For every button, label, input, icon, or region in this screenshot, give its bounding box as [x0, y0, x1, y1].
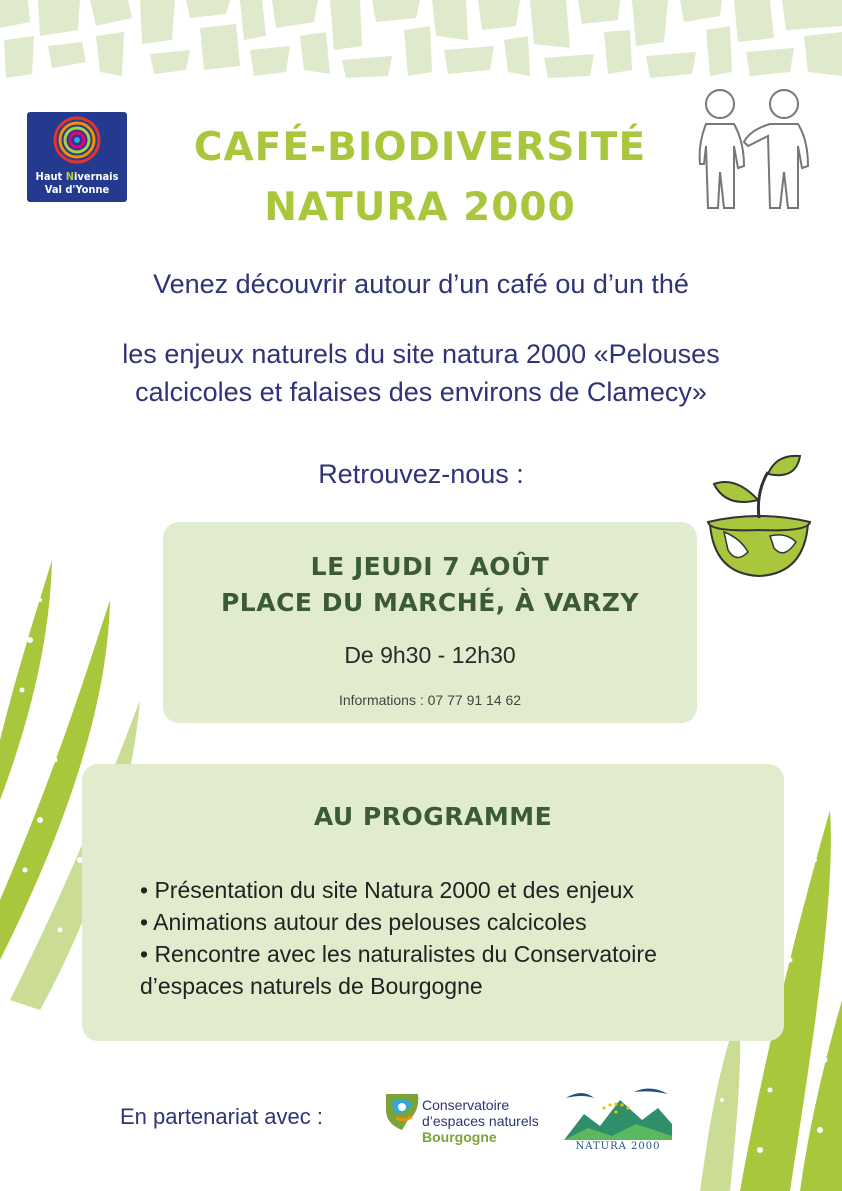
program-item-continuation: d’espaces naturels de Bourgogne — [140, 973, 483, 999]
event-time: De 9h30 - 12h30 — [344, 642, 516, 668]
earth-sprout-icon — [704, 452, 814, 582]
program-item: • Animations autour des pelouses calcicoles — [140, 909, 587, 935]
top-pattern-tiles — [0, 0, 842, 78]
intro-line-2: les enjeux naturels du site natura 2000 «Pelouses — [122, 339, 720, 369]
program-list — [140, 874, 780, 1002]
two-people-talking-icon — [692, 84, 822, 214]
haut-nivernais-logo: Haut Nivernais Val d'Yonne — [27, 112, 127, 202]
partners-label: En partenariat avec : — [120, 1104, 324, 1129]
event-info-phone: Informations : 07 77 91 14 62 — [338, 692, 522, 708]
program-item: • Rencontre avec les naturalistes du Conservatoire — [140, 941, 657, 967]
page-title — [120, 118, 720, 238]
natura-2000-logo-label: NATURA 2000 — [575, 1141, 661, 1152]
intro-line-1: Venez découvrir autour d’un café ou d’un thé — [153, 269, 689, 299]
event-info-box — [163, 522, 697, 723]
event-date: LE JEUDI 7 AOÛT — [310, 552, 550, 581]
program-item: • Présentation du site Natura 2000 et des enjeux — [140, 877, 634, 903]
event-place: PLACE DU MARCHÉ, À VARZY — [220, 588, 640, 617]
program-heading: AU PROGRAMME — [313, 802, 553, 831]
spiral-logo-icon — [27, 112, 127, 168]
title-line-2: NATURA 2000 — [264, 185, 576, 230]
find-us-label: Retrouvez-nous : — [318, 459, 524, 489]
natura-2000-birds-mountain-logo-icon — [564, 1084, 672, 1142]
program-box — [82, 764, 784, 1041]
cen-bourgogne-logo: Conservatoire d’espaces naturels Bourgogne — [422, 1097, 539, 1145]
cen-bird-logo-icon — [382, 1090, 422, 1134]
title-line-1: CAFÉ-BIODIVERSITÉ — [193, 125, 647, 170]
intro-line-3: calcicoles et falaises des environs de Clamecy» — [135, 377, 707, 407]
